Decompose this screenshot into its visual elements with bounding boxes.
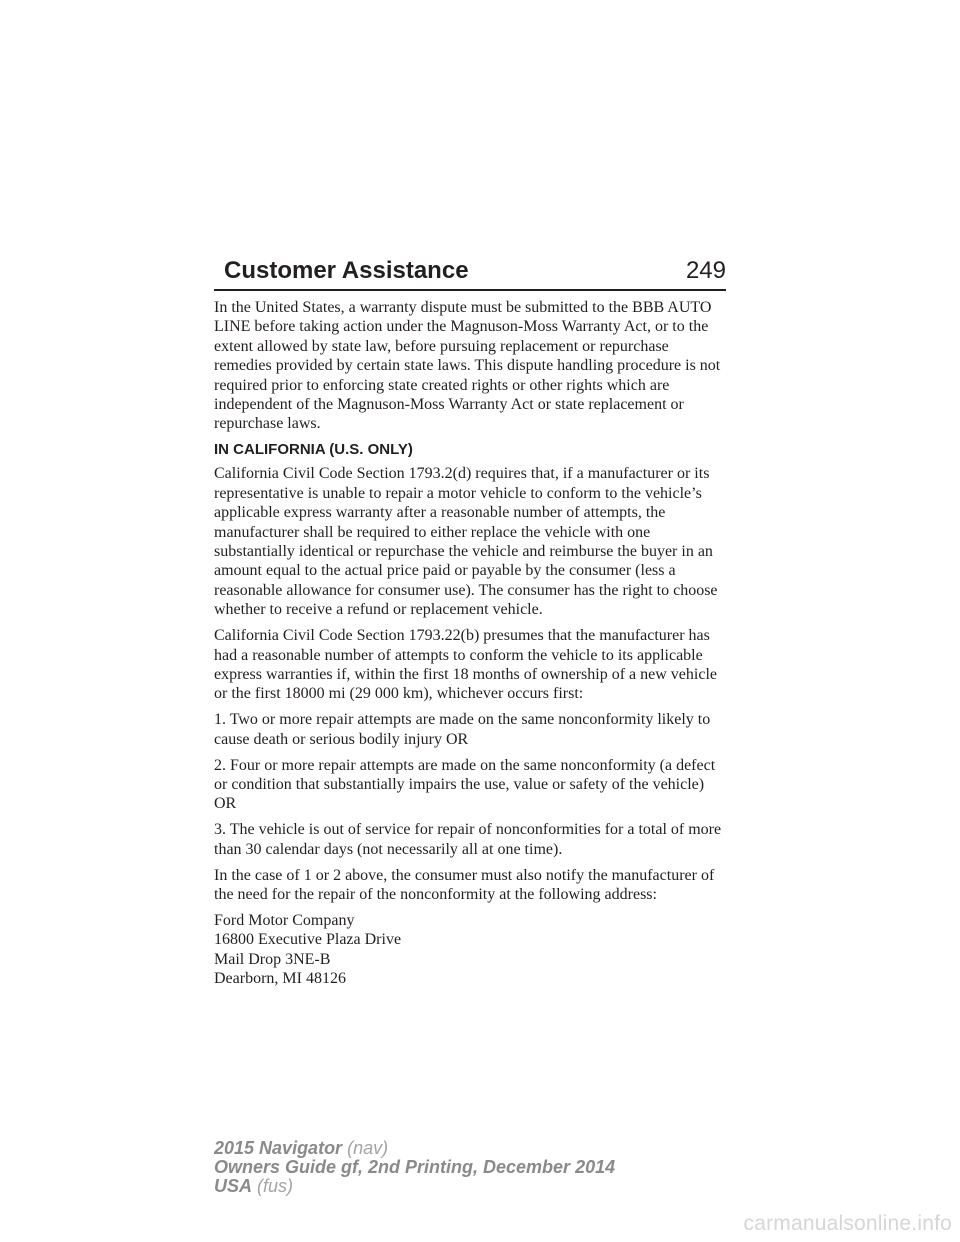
list-item-3: 3. The vehicle is out of service for repair of nonconformities for a total of more than 30 calendar days (not necessarily all at one time). (214, 821, 722, 858)
paragraph-civil-code-1793-2: California Civil Code Section 1793.2(d) requires that, if a manufacturer or its representative is unable to repair a motor vehicle to conform to the vehicle’s applicable express warranty after a reasonable number of attempts, the manufacturer shall be required to either replace the vehicle with one substantially identical or repurchase the vehicle and reimburse the buyer in an amount equal to the actual price paid or payable by the consumer (less a reasonable allowance for consumer use). The consumer has the right to choose whether to receive a refund or replacement vehicle. (214, 465, 718, 619)
footer-market: USA (214, 1176, 253, 1196)
page-footer (214, 1139, 814, 1196)
paragraph-notify: In the case of 1 or 2 above, the consumer must also notify the manufacturer of the need for the repair of the nonconformity at the following address: (214, 866, 715, 903)
page-header (214, 256, 726, 290)
footer-model-line (214, 1139, 814, 1158)
mailing-address (214, 911, 726, 989)
page-number: 249 (685, 257, 726, 284)
page-content (214, 298, 726, 989)
footer-guide-line (214, 1158, 814, 1177)
section-heading-california: IN CALIFORNIA (U.S. ONLY) (214, 441, 413, 459)
footer-guide: Owners Guide gf, 2nd Printing, December 2014 (214, 1157, 616, 1177)
address-line-maildrop: Mail Drop 3NE-B (214, 950, 331, 968)
paragraph-warranty-dispute: In the United States, a warranty dispute must be submitted to the BBB AUTO LINE before taking action under the Magnuson-Moss Warranty Act, or to the extent allowed by state law, before pursuing replacement or repurchase remedies provided by certain state laws. This dispute handling procedure is not required prior to enforcing state created rights or other rights which are independent of the Magnuson-Moss Warranty Act or state replacement or repurchase laws. (214, 299, 721, 433)
footer-market-code: (fus) (257, 1176, 294, 1196)
watermark: carmanualsonline.info (743, 1212, 952, 1235)
address-line-city: Dearborn, MI 48126 (214, 970, 346, 988)
footer-model: 2015 Navigator (214, 1138, 343, 1158)
list-item-2: 2. Four or more repair attempts are made on the same nonconformity (a defect or condition that substantially impairs the use, value or safety of the vehicle) OR (214, 756, 716, 813)
paragraph-civil-code-1793-22: California Civil Code Section 1793.22(b) presumes that the manufacturer has had a reasonable number of attempts to conform the vehicle to its applicable express warranties if, within the first 18 months of ownership of a new vehicle or the first 18000 mi (29 000 km), whichever occurs first: (214, 627, 717, 703)
header-rule (214, 289, 726, 291)
address-line-company: Ford Motor Company (214, 911, 355, 929)
footer-model-code: (nav) (347, 1138, 389, 1158)
section-title: Customer Assistance (224, 257, 469, 284)
footer-market-line (214, 1177, 814, 1196)
list-item-1: 1. Two or more repair attempts are made on the same nonconformity likely to cause death or serious bodily injury OR (214, 711, 711, 748)
address-line-street: 16800 Executive Plaza Drive (214, 931, 402, 949)
